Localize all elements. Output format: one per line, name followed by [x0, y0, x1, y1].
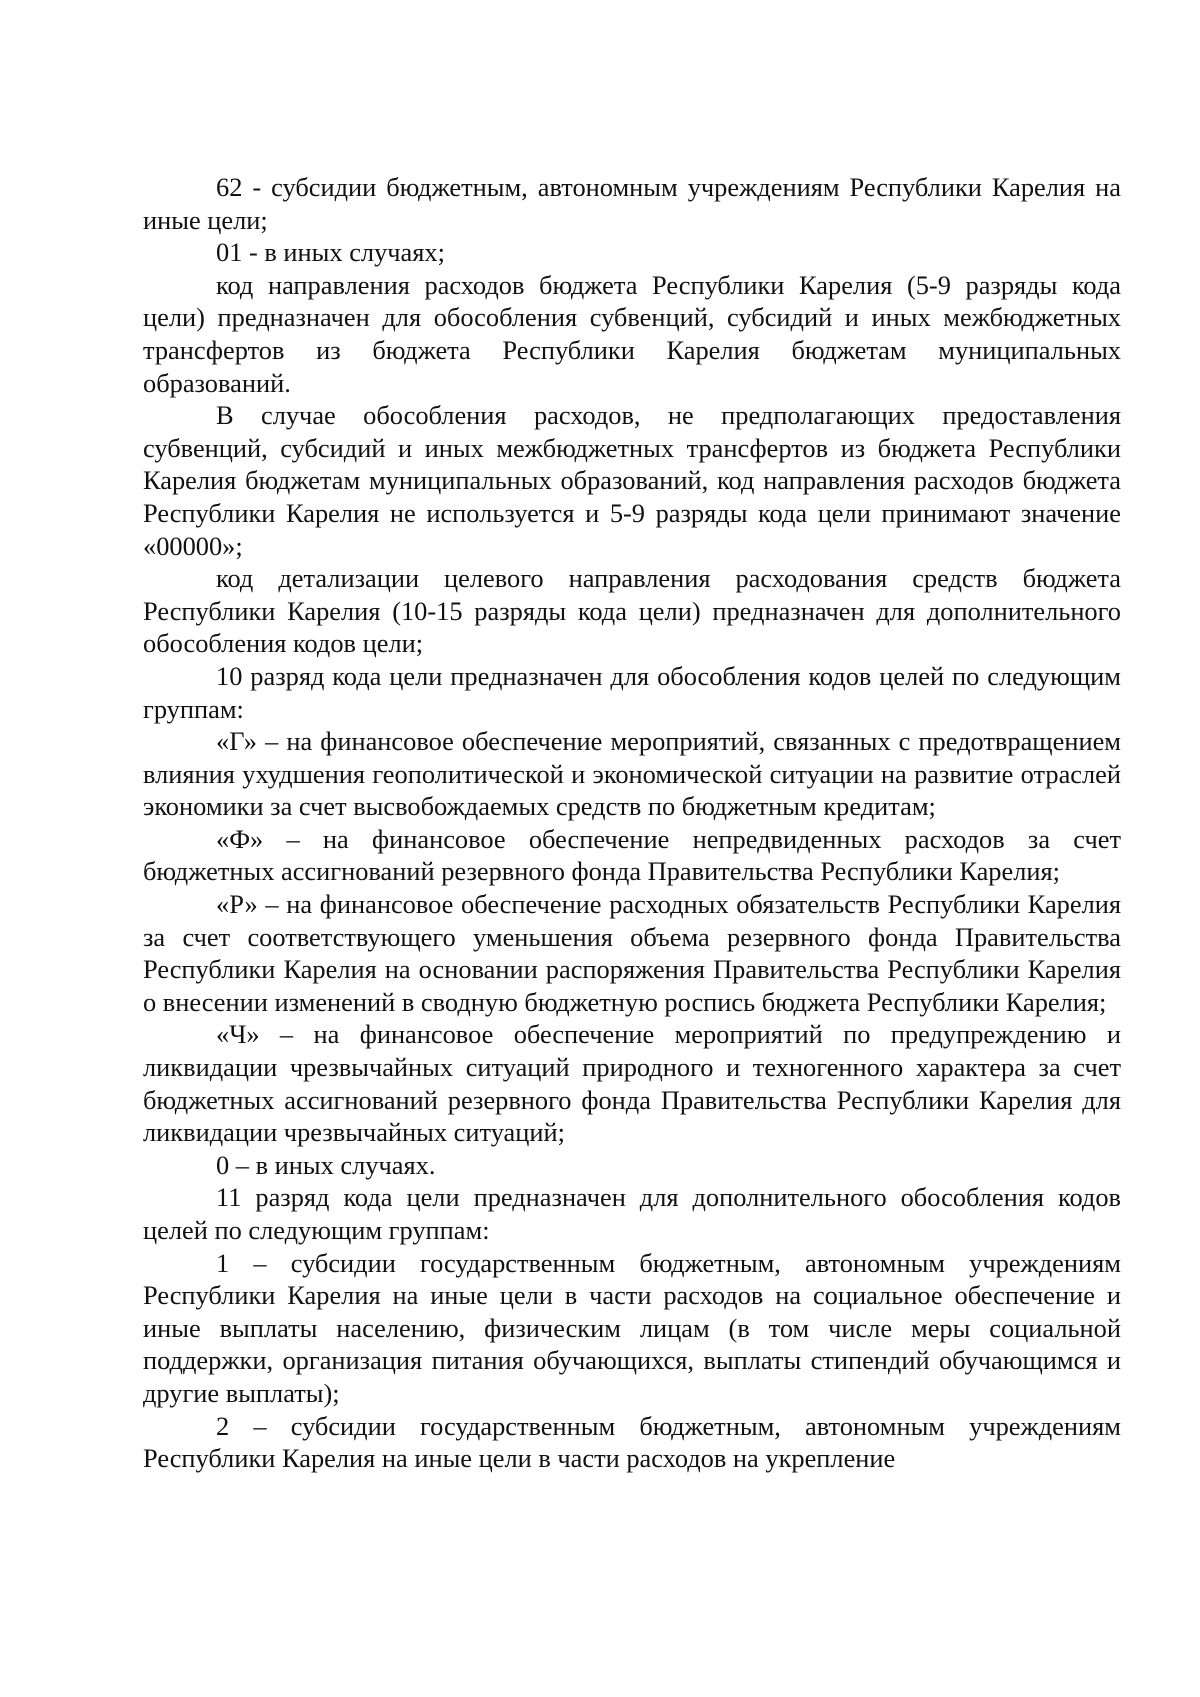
- paragraph-direction-code: код направления расходов бюджета Республики Карелия (5-9 разряды кода цели) предназначен для обособления субвенций, субсидий и иных межбюджетных трансфертов из бюджета Республики Карелия бюджетам муниципальных образований.: [143, 269, 1121, 398]
- paragraph-group-1: 1 – субсидии государственным бюджетным, автономным учреждениям Республики Карелия на иные цели в части расходов на социальное обеспечение и иные выплаты населению, физическим лицам (в том числе меры социальной поддержки, организация питания обучающихся, выплаты стипендий обучающимся и другие выплаты);: [143, 1247, 1121, 1408]
- paragraph-code-62: 62 - субсидии бюджетным, автономным учреждениям Республики Карелия на иные цели;: [143, 172, 1121, 235]
- paragraph-no-transfers-case: В случае обособления расходов, не предполагающих предоставления субвенций, субсидий и иных межбюджетных трансфертов из бюджета Республики Карелия бюджетам муниципальных образований, код направления расходов бюджета Республики Карелия не используется и 5-9 разряды кода цели принимают значение «00000»;: [143, 400, 1121, 561]
- paragraph-group-2: 2 – субсидии государственным бюджетным, автономным учреждениям Республики Карелия на иные цели в части расходов на укрепление: [143, 1410, 1121, 1474]
- paragraph-group-g: «Г» – на финансовое обеспечение мероприятий, связанных с предотвращением влияния ухудшения геополитической и экономической ситуации на развитие отраслей экономики за счет высвобождаемых средств по бюджетным кредитам;: [143, 726, 1121, 822]
- paragraph-digit-11: 11 разряд кода цели предназначен для дополнительного обособления кодов целей по следующим группам:: [143, 1182, 1121, 1245]
- paragraph-group-ch: «Ч» – на финансовое обеспечение мероприятий по предупреждению и ликвидации чрезвычайных ситуаций природного и техногенного характера за счет бюджетных ассигнований резервного фонда Правительства Республики Карелия для ликвидации чрезвычайных ситуаций;: [143, 1019, 1121, 1148]
- paragraph-detail-code: код детализации целевого направления расходования средств бюджета Республики Карелия (10-15 разряды кода цели) предназначен для дополнительного обособления кодов цели;: [143, 563, 1121, 659]
- paragraph-digit-10: 10 разряд кода цели предназначен для обособления кодов целей по следующим группам:: [143, 660, 1121, 724]
- paragraph-code-01: 01 - в иных случаях;: [216, 237, 445, 268]
- paragraph-group-f: «Ф» – на финансовое обеспечение непредвиденных расходов за счет бюджетных ассигнований резервного фонда Правительства Республики Карелия;: [143, 823, 1121, 887]
- paragraph-group-0: 0 – в иных случаях.: [216, 1149, 436, 1180]
- document-body: [143, 171, 1121, 1475]
- paragraph-group-r: «Р» – на финансовое обеспечение расходных обязательств Республики Карелия за счет соответствующего уменьшения объема резервного фонда Правительства Республики Карелия на основании распоряжения Правительства Республики Карелия о внесении изменений в сводную бюджетную роспись бюджета Республики Карелия;: [143, 889, 1121, 1017]
